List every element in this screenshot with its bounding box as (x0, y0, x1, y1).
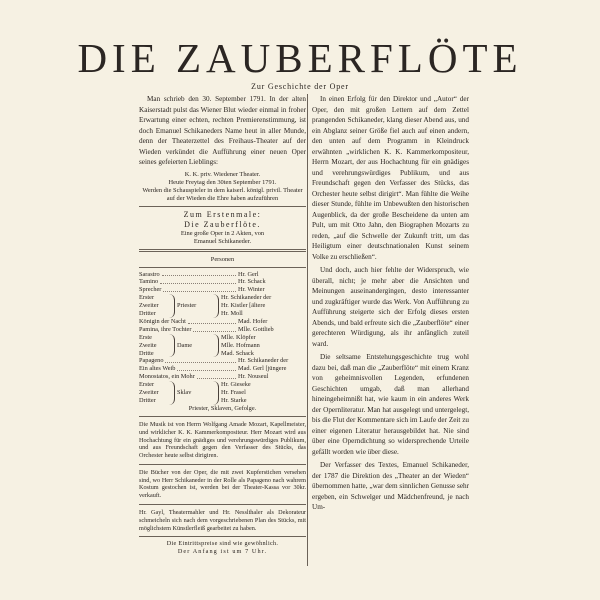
cast-actor: Hr. Nouseul (238, 373, 269, 381)
cast-row (139, 318, 306, 326)
cast-actor: Hr. Moll (221, 310, 243, 318)
decor-note: Hr. Gayl, Theatermahler und Hr. Nesslthaler als Dekorateur schmeicheln sich nach dem vorgeschriebenen Plan des Stücks, mit möglichstem Künstlerfleiß gearbeitet zu haben. (139, 509, 306, 532)
cast-role: Papageno (139, 357, 164, 365)
playbill-description: Eine große Oper in 2 Akten, von (180, 229, 265, 237)
cast-row (139, 357, 306, 365)
playbill-announcement: Werden die Schauspieler in dem kaiserl. königl. privil. Theater auf der Wieden die Ehre haben aufzuführen (142, 186, 303, 202)
cast-actor: Hr. Schikaneder der (238, 357, 289, 365)
cast-role: Monostatos, ein Mohr (139, 373, 195, 381)
prices-line: Die Eintrittspreise sind wie gewöhnlich. (166, 540, 279, 548)
playbill-date: Heute Freytag den 30ten September 1791. (168, 178, 277, 186)
cast-actor: Hr. Winter (238, 286, 265, 294)
playbill (139, 171, 306, 246)
cast-row (139, 373, 306, 381)
cast-actor: Hr. Starke (221, 397, 247, 404)
page-title: DIE ZAUBERFLÖTE (77, 35, 523, 81)
cast-row (139, 278, 306, 286)
leader-dots (188, 318, 236, 324)
cast-actor: Hr. Schack (238, 278, 266, 286)
group-member: Dritter (139, 397, 156, 404)
paragraph: Die seltsame Entstehungsgeschichte trug wohl dazu bei, daß man die „Zauberflöte“ mit einem Kranz von geheimnisvollen Legenden, erfundenen Geschichten umgab, daß man allerhand hineingeheimnißt hat, wie kaum in ein anderes Werk der Opernliteratur. Man hat ausgelegt und untergelegt, bis die Flut der Kommentare sich im Laufe der Zeit zu einer eigenen Literatur herausgebildet hat. Nie sind über eine Operndichtung so widersprechende Urteile gefällt worden wie über diese. (312, 353, 469, 456)
leader-dots (163, 286, 236, 292)
brace (169, 381, 175, 405)
group-member: Zweiter (139, 302, 159, 310)
brace (169, 294, 175, 318)
group-member: Erste (139, 333, 152, 341)
group-member: Dritte (139, 349, 154, 357)
divider (139, 416, 306, 417)
right-column (312, 94, 469, 516)
brace (169, 334, 175, 358)
cast-role: Königin der Nacht (139, 317, 186, 325)
books-note: Die Bücher von der Oper, die mit zwei Kupferstichen versehen sind, wo Herr Schikaneder in der Rolle als Papageno nach wahrem Kostum gestochen ist, werden bei der Theater-Kassa vor 30kr. verkauft. (139, 468, 306, 500)
playbill-opera-title: Die Zauberflöte. (184, 219, 261, 229)
cast-actor: Mad. Hofer (238, 317, 268, 325)
paragraph: In einen Erfolg für den Direktor und „Autor“ der Oper, den mit großen Lettern auf dem Zettel prangenden Schikaneder, klang dieser Abend aus, und ein Abglanz seiner Größe fiel auch auf einen andern, den unten auf dem Programm in Kleindruck erwähnten „wirklichen K. K. Kammerkompositeur, Herrn Mozart, der aus Hochachtung für ein gnädiges und verehrungswürdiges Publikum, und aus Freundschaft gegen den Verfasser des Stücks, das Orchester heute selbst dirigirt“. Man fühlte die Weihe dieser Stunde, fühlte im Unbewußten den historischen Augenblick, da der große Bescheidene da unten am Pult, um mit Otto Jahn, den Biographen Mozarts zu reden, „auf die Schwelle der Zukunft tritt, um das Heiligtum einer deutschnationalen Kunst seinem Volke zu erschließen“. (312, 95, 469, 261)
intro-paragraph: Man schrieb den 30. September 1791. In der alten Kaiserstadt pulst das Wiener Blut wieder einmal in froher Erwartung einer echten, rechten Premierenstimmung, ist doch Emanuel Schikaneders Name heut in aller Munde, denn der Theaterzettel des Freihaus-Theater auf der Wieden verkündet die Aufführung einer neuen Oper seines gefeierten Lieblings: (139, 95, 306, 166)
cast-group-priests (139, 294, 306, 318)
brace (213, 294, 219, 318)
leader-dots (197, 373, 236, 379)
group-member: Dritter (139, 310, 156, 318)
cast-actor: Mlle. Klöpfer (221, 333, 256, 341)
divider (139, 464, 306, 465)
cast-role: Sprecher (139, 286, 162, 294)
brace (213, 334, 219, 358)
group-member: Zweiter (139, 389, 159, 397)
left-column (139, 94, 306, 556)
cast-row (139, 286, 306, 294)
leader-dots (193, 326, 236, 332)
cast-actor: Hr. Kistler [ältere (221, 302, 266, 310)
cast-list (139, 271, 306, 413)
page-subtitle: Zur Geschichte der Oper (251, 82, 349, 91)
cast-row (139, 271, 306, 279)
cast-actor: Mlle. Hofmann (221, 341, 260, 349)
cast-role: Pamina, ihre Tochter (139, 325, 192, 333)
divider (139, 267, 306, 268)
cast-group-slaves (139, 381, 306, 405)
divider (139, 249, 306, 252)
group-label: Dame (177, 341, 193, 349)
group-member: Erster (139, 381, 155, 389)
playbill-author: Emanuel Schikaneder. (193, 237, 252, 245)
leader-dots (160, 278, 236, 284)
cast-actor: Mlle. Gottlieb (238, 325, 274, 333)
cast-actor: Hr. Frasel (221, 389, 246, 397)
cast-row (139, 365, 306, 373)
cast-role: Tamino (139, 278, 159, 286)
playbill-theater: K. K. priv. Wiedener Theater. (184, 170, 261, 178)
cast-actor: Hr. Schikaneder der (221, 294, 272, 302)
leader-dots (165, 357, 236, 363)
cast-role: Ein altes Weib (139, 365, 176, 373)
start-time-line: Der Anfang ist um 7 Uhr. (177, 548, 268, 556)
cast-actor: Mad. Gerl [jüngere (238, 365, 287, 373)
divider (139, 536, 306, 537)
leader-dots (162, 271, 236, 277)
cast-actor: Hr. Gerl (238, 270, 259, 278)
cast-role: Sarastro (139, 270, 160, 278)
cast-group-ladies (139, 334, 306, 358)
group-label: Sklav (177, 389, 192, 397)
divider (139, 504, 306, 505)
cast-actor: Mad. Schack (221, 349, 254, 357)
persons-title: Personen (210, 255, 235, 263)
group-member: Erster (139, 294, 155, 302)
group-member: Zweite (139, 341, 157, 349)
divider (139, 206, 306, 207)
music-note: Die Musik ist von Herrn Wolfgang Amade Mozart, Kapellmeister, und wirklicher K. K. Kammerkompositeur. Herr Mozart wird aus Hochachtung für ein gnädiges und verehrungswürdiges Publikum, und aus Freundschaft gegen den Verfasser des Stücks, das Orchester heute selbst dirigiren. (139, 420, 306, 460)
playbill-first-time: Zum Erstenmale: (183, 209, 262, 219)
cast-actor: Hr. Gieseke (221, 381, 251, 389)
cast-row (139, 326, 306, 334)
group-label: Priester (177, 302, 197, 310)
chorus-line: Priester, Sklaven, Gefolge. (188, 404, 257, 412)
leader-dots (177, 365, 236, 371)
brace (213, 381, 219, 405)
paragraph: Und doch, auch hier fehlte der Widerspruch, wie überall, nicht; je mehr aber die Ansichten und Meinungen auseinandergingen, desto interessanter und zugkräftiger wurde das Werk. Von Aufführung zu Aufführung steigerte sich der Erfolg dieses ersten Abends, und bald erfreute sich die „Zauberflöte“ einer gerechteren Würdigung, als ihr anfänglich zuteil ward. (312, 266, 469, 348)
paragraph: Der Verfasser des Textes, Emanuel Schikaneder, der 1787 die Direktion des „Theater an der Wieden“ übernommen hatte, „war dem sinnlichen Genusse sehr ergeben, ein Schwelger und Mädchenfreund, je nach Um- (312, 461, 469, 511)
column-divider (307, 94, 308, 566)
